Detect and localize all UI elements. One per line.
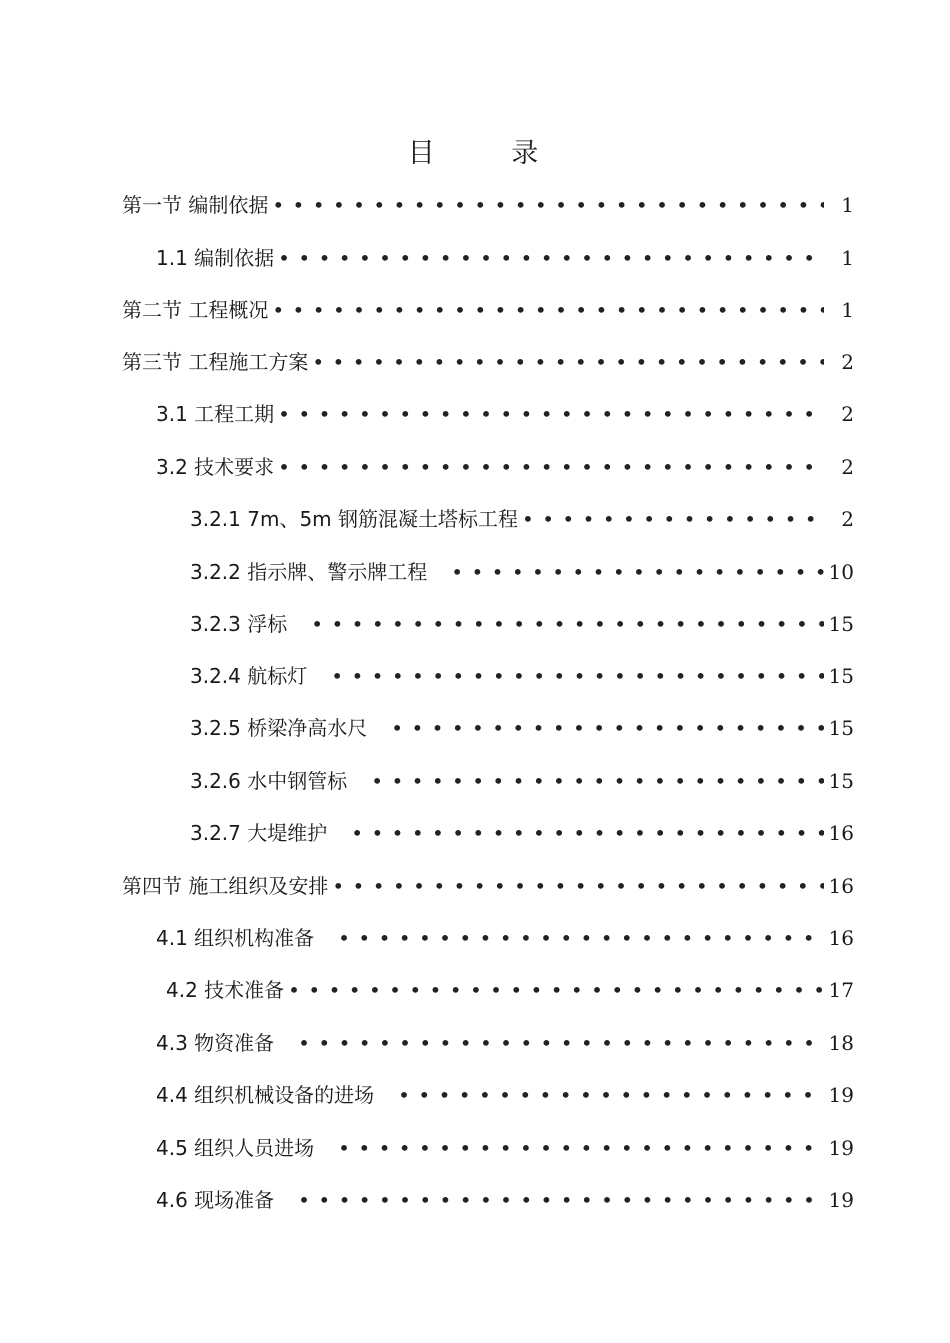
toc-leader-dots bbox=[328, 871, 824, 901]
toc-entry-label: 3.2.4 航标灯 bbox=[190, 664, 308, 688]
toc-entry-label: 4.1 组织机构准备 bbox=[156, 926, 315, 950]
toc-page-number: 15 bbox=[828, 769, 854, 793]
toc-entry-label: 3.1 工程工期 bbox=[156, 402, 275, 426]
toc-entry[interactable] bbox=[190, 766, 854, 796]
toc-page-number: 19 bbox=[828, 1188, 854, 1212]
toc-entry[interactable] bbox=[122, 347, 854, 377]
toc-page-number: 15 bbox=[828, 716, 854, 740]
toc-page-number: 10 bbox=[828, 560, 854, 584]
toc-leader-dots bbox=[327, 818, 824, 848]
toc-page-number: 15 bbox=[828, 612, 854, 636]
toc-entry[interactable] bbox=[190, 609, 854, 639]
toc-leader-dots bbox=[284, 975, 824, 1005]
toc-entry[interactable] bbox=[156, 452, 854, 482]
toc-page-number: 16 bbox=[828, 926, 854, 950]
toc-leader-dots bbox=[287, 609, 824, 639]
toc-entry[interactable] bbox=[190, 661, 854, 691]
toc-leader-dots bbox=[274, 399, 824, 429]
toc-entry[interactable] bbox=[190, 557, 854, 587]
toc-leader-dots bbox=[274, 243, 824, 273]
toc-leader-dots bbox=[518, 504, 824, 534]
toc-entry[interactable] bbox=[156, 399, 854, 429]
toc-entry[interactable] bbox=[156, 243, 854, 273]
toc-entry-label: 第四节 施工组织及安排 bbox=[122, 874, 329, 898]
toc-entry[interactable] bbox=[156, 1080, 854, 1110]
toc-entry-label: 4.5 组织人员进场 bbox=[156, 1136, 315, 1160]
toc-page-number: 16 bbox=[828, 821, 854, 845]
toc-entry[interactable] bbox=[156, 923, 854, 953]
toc-entry-label: 3.2 技术要求 bbox=[156, 455, 275, 479]
toc-entry-label: 3.2.3 浮标 bbox=[190, 612, 288, 636]
toc-entry-label: 3.2.6 水中钢管标 bbox=[190, 769, 348, 793]
toc-leader-dots bbox=[427, 557, 824, 587]
toc-page-number: 15 bbox=[828, 664, 854, 688]
toc-entry[interactable] bbox=[166, 975, 854, 1005]
toc-entry[interactable] bbox=[122, 190, 854, 220]
toc-entry-label: 4.2 技术准备 bbox=[166, 978, 285, 1002]
toc-leader-dots bbox=[314, 923, 824, 953]
toc-entry[interactable] bbox=[190, 504, 854, 534]
toc-page-number: 19 bbox=[828, 1136, 854, 1160]
toc-entry-label: 第二节 工程概况 bbox=[122, 298, 269, 322]
toc-leader-dots bbox=[367, 713, 824, 743]
page-title: 目 录 bbox=[407, 138, 573, 169]
toc-leader-dots bbox=[274, 452, 824, 482]
toc-entry-label: 第三节 工程施工方案 bbox=[122, 350, 309, 374]
toc-page-number: 2 bbox=[841, 507, 854, 531]
toc-page-number: 2 bbox=[841, 455, 854, 479]
toc-entry-label: 4.3 物资准备 bbox=[156, 1031, 275, 1055]
toc-entry-label: 3.2.5 桥梁净高水尺 bbox=[190, 716, 368, 740]
toc-leader-dots bbox=[347, 766, 824, 796]
toc-entry[interactable] bbox=[122, 295, 854, 325]
toc-page-number: 1 bbox=[841, 193, 854, 217]
toc-page-number: 16 bbox=[828, 874, 854, 898]
toc-entry-label: 1.1 编制依据 bbox=[156, 246, 275, 270]
toc-entry-label: 4.4 组织机械设备的进场 bbox=[156, 1083, 375, 1107]
toc-leader-dots bbox=[268, 295, 824, 325]
toc-page-number: 1 bbox=[841, 246, 854, 270]
toc-leader-dots bbox=[268, 190, 824, 220]
toc-page-number: 2 bbox=[841, 350, 854, 374]
toc-leader-dots bbox=[274, 1028, 824, 1058]
toc-entry[interactable] bbox=[156, 1028, 854, 1058]
toc-leader-dots bbox=[307, 661, 824, 691]
toc-entry[interactable] bbox=[156, 1185, 854, 1215]
toc-leader-dots bbox=[308, 347, 824, 377]
toc-page-number: 18 bbox=[828, 1031, 854, 1055]
toc-entry[interactable] bbox=[190, 818, 854, 848]
toc-page-number: 1 bbox=[841, 298, 854, 322]
toc-entry[interactable] bbox=[156, 1133, 854, 1163]
toc-entry[interactable] bbox=[122, 871, 854, 901]
toc-entry-label: 3.2.1 7m、5m 钢筋混凝土塔标工程 bbox=[190, 507, 519, 531]
toc-leader-dots bbox=[374, 1080, 824, 1110]
toc-page-number: 17 bbox=[828, 978, 854, 1002]
toc-entry[interactable] bbox=[190, 713, 854, 743]
toc-entry-label: 3.2.7 大堤维护 bbox=[190, 821, 328, 845]
toc-page-number: 19 bbox=[828, 1083, 854, 1107]
toc-entry-label: 4.6 现场准备 bbox=[156, 1188, 275, 1212]
toc-leader-dots bbox=[314, 1133, 824, 1163]
toc-leader-dots bbox=[274, 1185, 824, 1215]
toc-entry-label: 3.2.2 指示牌、警示牌工程 bbox=[190, 560, 428, 584]
toc-page-number: 2 bbox=[841, 402, 854, 426]
toc-entry-label: 第一节 编制依据 bbox=[122, 193, 269, 217]
